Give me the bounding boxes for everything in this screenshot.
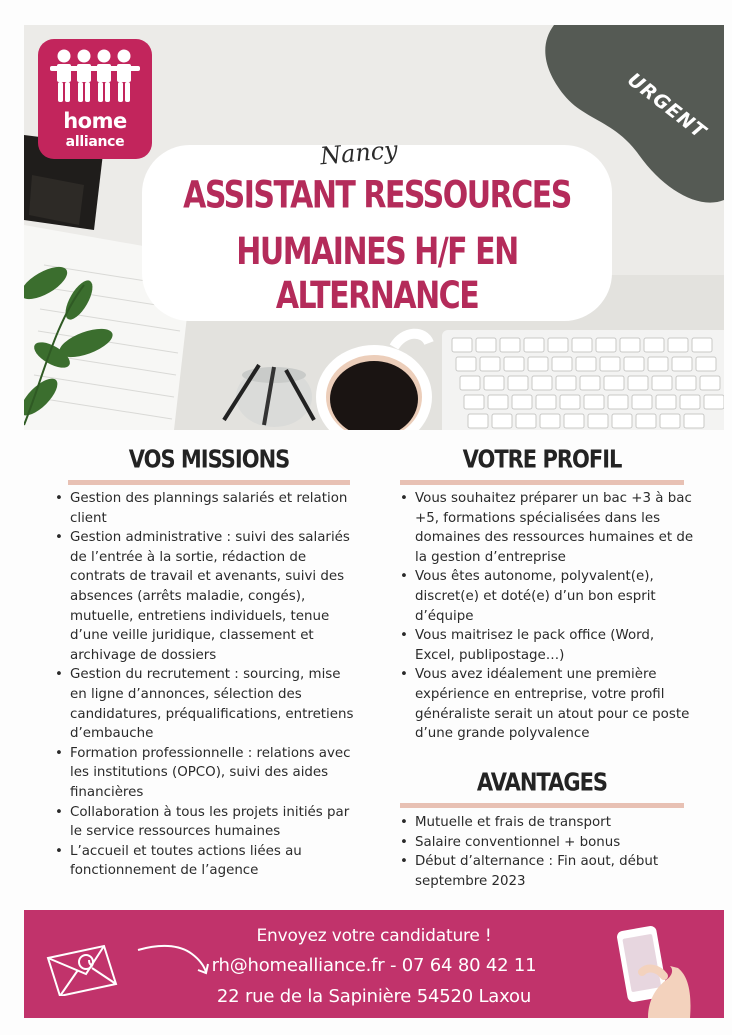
home-alliance-logo <box>38 39 152 159</box>
people-chain-icon <box>38 39 152 111</box>
list-item: • Collaboration à tous les projets initiés par le service ressources humaines <box>55 803 357 842</box>
job-title-line1: ASSISTANT RESSOURCES <box>183 173 571 218</box>
list-item: • Vous maitrisez le pack office (Word, Excel, publipostage…) <box>400 626 696 665</box>
missions-rule <box>68 480 350 485</box>
list-item: • Vous avez idéalement une première expérience en entreprise, votre profil généraliste serait un atout pour ce poste d’une grande polyvalence <box>400 665 696 743</box>
list-item: • L’accueil et toutes actions liées au fonctionnement de l’agence <box>55 842 357 881</box>
list-item: • Mutuelle et frais de transport <box>400 813 696 833</box>
city-label: Nancy <box>318 135 399 171</box>
list-item: • Gestion administrative : suivi des salariés de l’entrée à la sortie, rédaction de contrats de travail et avenants, suivi des absences (arrêts maladie, congés), mutuelle, entretiens individuels, tenue d’une veille juridique, classement et archivage de dossiers <box>55 528 357 665</box>
list-item: • Gestion du recrutement : sourcing, mise en ligne d’annonces, sélection des candidatures, préqualifications, entretiens d’embauche <box>55 665 357 743</box>
avantages-rule <box>400 803 684 808</box>
urgent-badge: URGENT <box>623 68 711 144</box>
job-title-line2: HUMAINES H/F EN ALTERNANCE <box>236 230 518 318</box>
profil-rule <box>400 480 684 485</box>
list-item: • Gestion des plannings salariés et relation client <box>55 489 357 528</box>
logo-word-home: home <box>63 109 127 133</box>
missions-list <box>55 489 357 881</box>
profil-list <box>400 489 696 744</box>
list-item: • Vous êtes autonome, polyvalent(e), discret(e) et doté(e) d’un bon esprit d’équipe <box>400 567 696 626</box>
footer-contact[interactable]: rh@homealliance.fr - 07 64 80 42 11 <box>211 955 537 976</box>
missions-heading: VOS MISSIONS <box>128 444 290 474</box>
avantages-list <box>400 813 696 891</box>
footer-call-to-action: Envoyez votre candidature ! <box>256 926 492 946</box>
avantages-heading: AVANTAGES <box>476 767 608 797</box>
contact-footer <box>24 910 724 1018</box>
profil-heading: VOTRE PROFIL <box>462 444 622 474</box>
list-item: • Formation professionnelle : relations avec les institutions (OPCO), suivi des aides financières <box>55 744 357 803</box>
list-item: • Salaire conventionnel + bonus <box>400 833 696 853</box>
list-item: • Début d’alternance : Fin aout, début septembre 2023 <box>400 852 696 891</box>
list-item: • Vous souhaitez préparer un bac +3 à bac +5, formations spécialisées dans les domaines des ressources humaines et de la gestion d’entreprise <box>400 489 696 567</box>
hero-banner <box>24 25 724 430</box>
logo-word-alliance: alliance <box>65 134 125 150</box>
footer-address: 22 rue de la Sapinière 54520 Laxou <box>216 986 532 1007</box>
